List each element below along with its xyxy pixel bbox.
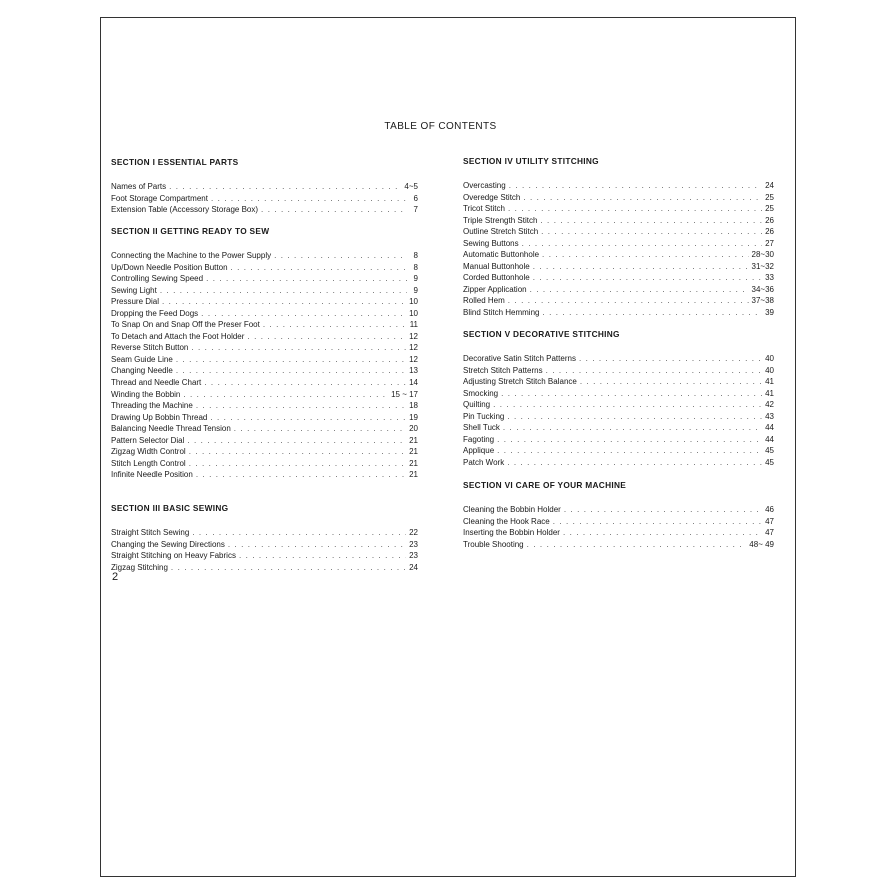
entry-title: Extension Table (Accessory Storage Box) [111,205,259,215]
dot-leader [541,226,762,238]
dot-leader [553,516,762,528]
entry-title: Corded Buttonhole [463,273,530,283]
section-6 [463,480,774,550]
entry-page: 42 [765,400,774,410]
toc-entry [111,296,418,308]
entry-page: 47 [765,516,774,526]
section-heading: SECTION I ESSENTIAL PARTS [111,157,239,167]
entry-title: Winding the Bobbin [111,389,181,399]
dot-leader [261,204,407,216]
dot-leader [274,250,407,262]
toc-entry [111,435,418,447]
entry-title: Tricot Stitch [463,204,505,214]
entry-title: Trouble Shooting [463,539,524,549]
dot-leader [542,307,762,319]
entry-title: Inserting the Bobbin Holder [463,528,560,538]
dot-leader [527,539,747,551]
toc-entry [463,422,774,434]
dot-leader [501,388,762,400]
dot-leader [176,365,406,377]
entry-page: 15 ~ 17 [391,389,418,399]
dot-leader [522,238,763,250]
toc-entry [463,295,774,307]
toc-entry [463,180,774,192]
dot-leader [162,296,406,308]
dot-leader [508,203,762,215]
toc-entry [463,527,774,539]
entry-page: 20 [409,424,418,434]
toc-entry [463,516,774,528]
entry-page: 19 [409,412,418,422]
entry-page: 23 [409,539,418,549]
entry-page: 40 [765,365,774,375]
dot-leader [564,504,762,516]
page-title: TABLE OF CONTENTS [384,121,497,132]
dot-leader [523,192,762,204]
entry-page: 8 [413,262,418,272]
entry-page: 10 [409,308,418,318]
entry-title: Zigzag Stitching [111,562,168,572]
entry-title: Straight Stitch Sewing [111,528,190,537]
entry-page: 41 [765,388,774,398]
entry-title: Changing Needle [111,366,173,376]
dot-leader [509,180,762,192]
toc-entry [463,192,774,204]
dot-leader [497,434,762,446]
entry-title: Changing the Sewing Directions [111,539,225,549]
dot-leader [580,376,762,388]
dot-leader [191,342,406,354]
entry-page: 44 [765,434,774,444]
toc-entry [463,215,774,227]
dot-leader [239,550,406,562]
entry-page: 4~5 [404,182,418,191]
entry-title: Balancing Needle Thread Tension [111,424,231,434]
entry-page: 27 [765,238,774,248]
entry-page: 12 [409,331,418,341]
entry-title: To Detach and Attach the Foot Holder [111,331,245,341]
entry-page: 31~32 [751,261,774,271]
entry-title: Reverse Stitch Button [111,343,189,353]
entry-title: Stitch Length Control [111,458,186,468]
dot-leader [493,399,762,411]
entry-title: Up/Down Needle Position Button [111,262,228,272]
section-heading: SECTION IV UTILITY STITCHING [463,156,599,166]
entry-page: 6 [413,193,418,203]
entry-page: 8 [413,251,418,260]
section-3 [111,503,418,573]
dot-leader [533,261,749,273]
entry-page: 34~36 [751,284,774,294]
section-2 [111,226,418,481]
toc-entry [111,469,418,481]
toc-entry [111,423,418,435]
dot-leader [508,295,749,307]
dot-leader [192,527,406,539]
toc-entry [111,412,418,424]
toc-entry [463,307,774,319]
entry-title: Rolled Hem [463,296,505,306]
entry-title: Automatic Buttonhole [463,250,540,260]
dot-leader [546,365,763,377]
toc-entry [111,400,418,412]
toc-entry [111,193,418,205]
entry-page: 12 [409,354,418,364]
dot-leader [542,249,748,261]
entry-title: Triple Strength Stitch [463,215,538,225]
entry-page: 24 [409,562,418,572]
entry-page: 10 [409,297,418,307]
entry-title: Drawing Up Bobbin Thread [111,412,208,422]
entry-page: 13 [409,366,418,376]
entry-title: To Snap On and Snap Off the Preser Foot [111,320,260,330]
entry-page: 25 [765,204,774,214]
entry-page: 41 [765,377,774,387]
entry-title: Patch Work [463,457,505,467]
toc-entry [463,249,774,261]
dot-leader [503,422,762,434]
toc-entry [463,272,774,284]
entry-page: 21 [409,447,418,457]
dot-leader [228,539,406,551]
entry-title: Straight Stitching on Heavy Fabrics [111,551,236,561]
dot-leader [231,262,407,274]
toc-entry [463,399,774,411]
entry-page: 37~38 [751,296,774,306]
dot-leader [187,435,406,447]
entry-page: 9 [413,274,418,284]
dot-leader [234,423,406,435]
dot-leader [540,215,762,227]
entry-title: Zigzag Width Control [111,447,186,457]
toc-entry [463,353,774,365]
entry-page: 21 [409,470,418,480]
entry-title: Adjusting Stretch Stitch Balance [463,377,577,387]
toc-entry [463,388,774,400]
toc-entry [111,331,418,343]
toc-entry [111,285,418,297]
entry-page: 33 [765,273,774,283]
toc-entry [111,354,418,366]
entry-title: Seam Guide Line [111,354,173,364]
entry-title: Shell Tuck [463,423,500,433]
toc-entry [463,539,774,551]
toc-entry [111,319,418,331]
entry-page: 48~ 49 [749,539,774,549]
dot-leader [263,319,407,331]
toc-entry [463,504,774,516]
entry-page: 11 [409,320,418,330]
entry-title: Applique [463,446,495,456]
section-1 [111,157,418,216]
entry-title: Manual Buttonhole [463,261,530,271]
entry-page: 45 [765,446,774,456]
dot-leader [507,457,762,469]
entry-title: Pressure Dial [111,297,160,307]
dot-leader [196,400,406,412]
dot-leader [169,181,401,193]
entry-title: Smocking [463,388,499,398]
toc-entry [111,446,418,458]
toc-entry [111,181,418,193]
entry-page: 26 [765,227,774,237]
entry-page: 43 [765,411,774,421]
toc-entry [111,273,418,285]
toc-entry [463,434,774,446]
toc-entry [463,457,774,469]
toc-entry [111,527,418,539]
section-4 [463,156,774,319]
toc-entry [463,445,774,457]
page-number: 2 [112,571,119,583]
dot-leader [507,411,762,423]
entry-title: Cleaning the Hook Race [463,516,550,526]
entry-title: Decorative Satin Stitch Patterns [463,354,576,363]
entry-title: Connecting the Machine to the Power Supply [111,251,272,260]
entry-page: 47 [765,528,774,538]
entry-page: 39 [765,308,774,318]
section-heading: SECTION VI CARE OF YOUR MACHINE [463,480,627,490]
toc-entry [463,365,774,377]
dot-leader [497,445,762,457]
entry-page: 24 [765,181,774,190]
toc-entry [111,262,418,274]
entry-page: 28~30 [751,250,774,260]
dot-leader [201,308,406,320]
toc-entry [463,226,774,238]
section-heading: SECTION III BASIC SEWING [111,503,229,513]
entry-title: Sewing Light [111,285,157,295]
dot-leader [183,389,388,401]
entry-title: Names of Parts [111,182,167,191]
toc-entry [111,550,418,562]
toc-entry [463,203,774,215]
dot-leader [206,273,407,285]
entry-title: Thread and Needle Chart [111,378,202,388]
entry-title: Cleaning the Bobbin Holder [463,505,561,514]
toc-entry [463,261,774,273]
entry-title: Overcasting [463,181,506,190]
entry-page: 7 [413,205,418,215]
toc-entry [111,539,418,551]
dot-leader [533,272,762,284]
dot-leader [176,354,406,366]
toc-entry [463,376,774,388]
section-heading: SECTION II GETTING READY TO SEW [111,226,270,236]
section-5 [463,329,774,468]
entry-title: Dropping the Feed Dogs [111,308,199,318]
entry-title: Stretch Stitch Patterns [463,365,543,375]
toc-entry [111,365,418,377]
entry-title: Outline Stretch Stitch [463,227,539,237]
toc-entry [111,389,418,401]
dot-leader [204,377,406,389]
entry-title: Zipper Application [463,284,527,294]
entry-title: Blind Stitch Hemming [463,308,540,318]
entry-page: 14 [409,378,418,388]
entry-page: 45 [765,457,774,467]
entry-page: 12 [409,343,418,353]
dot-leader [189,458,406,470]
toc-entry [111,204,418,216]
entry-title: Pin Tucking [463,411,505,421]
entry-title: Threading the Machine [111,401,193,411]
entry-page: 18 [409,401,418,411]
toc-entry [463,411,774,423]
toc-entry [463,238,774,250]
entry-page: 40 [765,354,774,363]
toc-entry [111,562,418,574]
toc-entry [111,250,418,262]
entry-title: Quilting [463,400,491,410]
entry-title: Pattern Selector Dial [111,435,185,445]
entry-page: 22 [409,528,418,537]
entry-page: 25 [765,192,774,202]
entry-title: Foot Storage Compartment [111,193,208,203]
dot-leader [210,412,406,424]
toc-entry [111,342,418,354]
dot-leader [247,331,406,343]
toc-entry [463,284,774,296]
dot-leader [160,285,407,297]
dot-leader [189,446,406,458]
entry-title: Fagoting [463,434,495,444]
entry-page: 23 [409,551,418,561]
dot-leader [530,284,749,296]
entry-page: 46 [765,505,774,514]
toc-entry [111,458,418,470]
toc-entry [111,377,418,389]
dot-leader [563,527,762,539]
entry-title: Infinite Needle Position [111,470,193,480]
entry-page: 44 [765,423,774,433]
section-heading: SECTION V DECORATIVE STITCHING [463,329,620,339]
dot-leader [171,562,406,574]
entry-title: Sewing Buttons [463,238,519,248]
dot-leader [211,193,407,205]
toc-entry [111,308,418,320]
dot-leader [579,353,762,365]
entry-page: 26 [765,215,774,225]
dot-leader [196,469,406,481]
entry-page: 21 [409,458,418,468]
entry-title: Overedge Stitch [463,192,521,202]
entry-title: Controlling Sewing Speed [111,274,204,284]
entry-page: 21 [409,435,418,445]
entry-page: 9 [413,285,418,295]
